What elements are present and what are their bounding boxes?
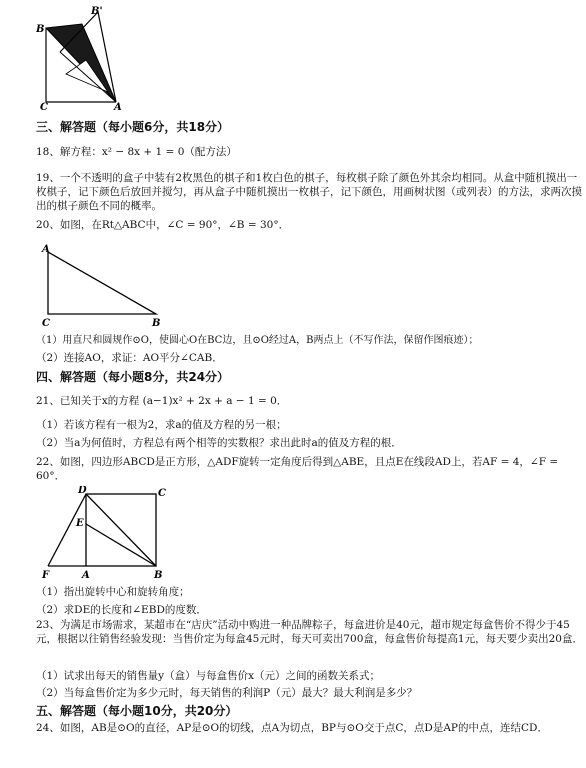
label-c: C <box>40 102 48 110</box>
question-23: 23、为满足市场需求，某超市在“店庆”活动中购进一种品牌粽子，每盒进价是40元，超市规定每盒售价不得少于45元，根据以往销售经验发现：当售价定为每盒45元时，每天可卖出700盒，每盒售价每提高1元，每天要少卖出20盒． <box>36 619 583 645</box>
question-18: 18、解方程：x² − 8x + 1 = 0（配方法） <box>36 146 237 158</box>
section-5-title: 五、解答题（每小题10分，共20分） <box>36 704 238 718</box>
question-20-part-2: （2）连接AO，求证：AO平分∠CAB． <box>36 352 223 364</box>
label-b: B <box>154 570 163 580</box>
question-21-part-1: （1）若该方程有一根为2，求a的值及方程的另一根； <box>36 419 287 431</box>
figure-rotation-triangles <box>36 4 136 110</box>
question-22-part-2: （2）求DE的长度和∠EBD的度数． <box>36 604 207 616</box>
question-19: 19、一个不透明的盒子中装有2枚黑色的棋子和1枚白色的棋子，每枚棋子除了颜色外其余均相同。从盒中随机摸出一枚棋子，记下颜色后放回并搅匀，再从盒子中随机摸出一枚棋子，记下颜色，用画树状图（或列表）的方法，求两次摸出的棋子颜色不同的概率。 <box>36 172 582 212</box>
section-3-title: 三、解答题（每小题6分，共18分） <box>36 120 230 134</box>
section-4-title: 四、解答题（每小题8分，共24分） <box>36 370 230 384</box>
label-b: B <box>36 24 45 35</box>
figure-right-triangle-abc <box>38 242 168 328</box>
question-24: 24、如图，AB是⊙O的直径，AP是⊙O的切线，点A为切点，BP与⊙O交于点C，点D是AP的中点，连结CD． <box>36 722 548 734</box>
question-21: 21、已知关于x的方程 (a−1)x² + 2x + a − 1 = 0． <box>36 395 288 407</box>
label-e: E <box>76 518 84 529</box>
question-23-part-2: （2）当每盒售价定为多少元时，每天销售的利润P（元）最大？最大利润是多少？ <box>36 687 418 699</box>
label-a: A <box>114 102 122 110</box>
figure-square-abcd <box>38 486 168 580</box>
label-a: A <box>42 244 50 255</box>
label-a: A <box>82 570 90 580</box>
label-c: C <box>158 488 166 499</box>
label-b: B <box>152 318 161 328</box>
label-d: D <box>78 486 87 496</box>
label-f: F <box>42 570 50 580</box>
question-20-part-1: （1）用直尺和圆规作⊙O，使圆心O在BC边，且⊙O经过A，B两点上（不写作法，保留作图痕迹）； <box>36 335 479 346</box>
label-c: C <box>42 318 50 328</box>
question-21-part-2: （2）当a为何值时，方程总有两个相等的实数根？求出此时a的值及方程的根． <box>36 437 402 449</box>
question-22: 22、如图，四边形ABCD是正方形，△ADF旋转一定角度后得到△ABE，且点E在线段AD上，若AF = 4，∠F = 60°． <box>36 456 559 482</box>
question-23-part-1: （1）试求出每天的销售量y（盒）与每盒售价x（元）之间的函数关系式； <box>36 670 381 682</box>
label-b-prime: B' <box>91 6 103 17</box>
question-22-part-1: （1）指出旋转中心和旋转角度； <box>36 586 190 598</box>
question-20: 20、如图，在Rt△ABC中，∠C = 90°，∠B = 30°． <box>36 219 290 231</box>
